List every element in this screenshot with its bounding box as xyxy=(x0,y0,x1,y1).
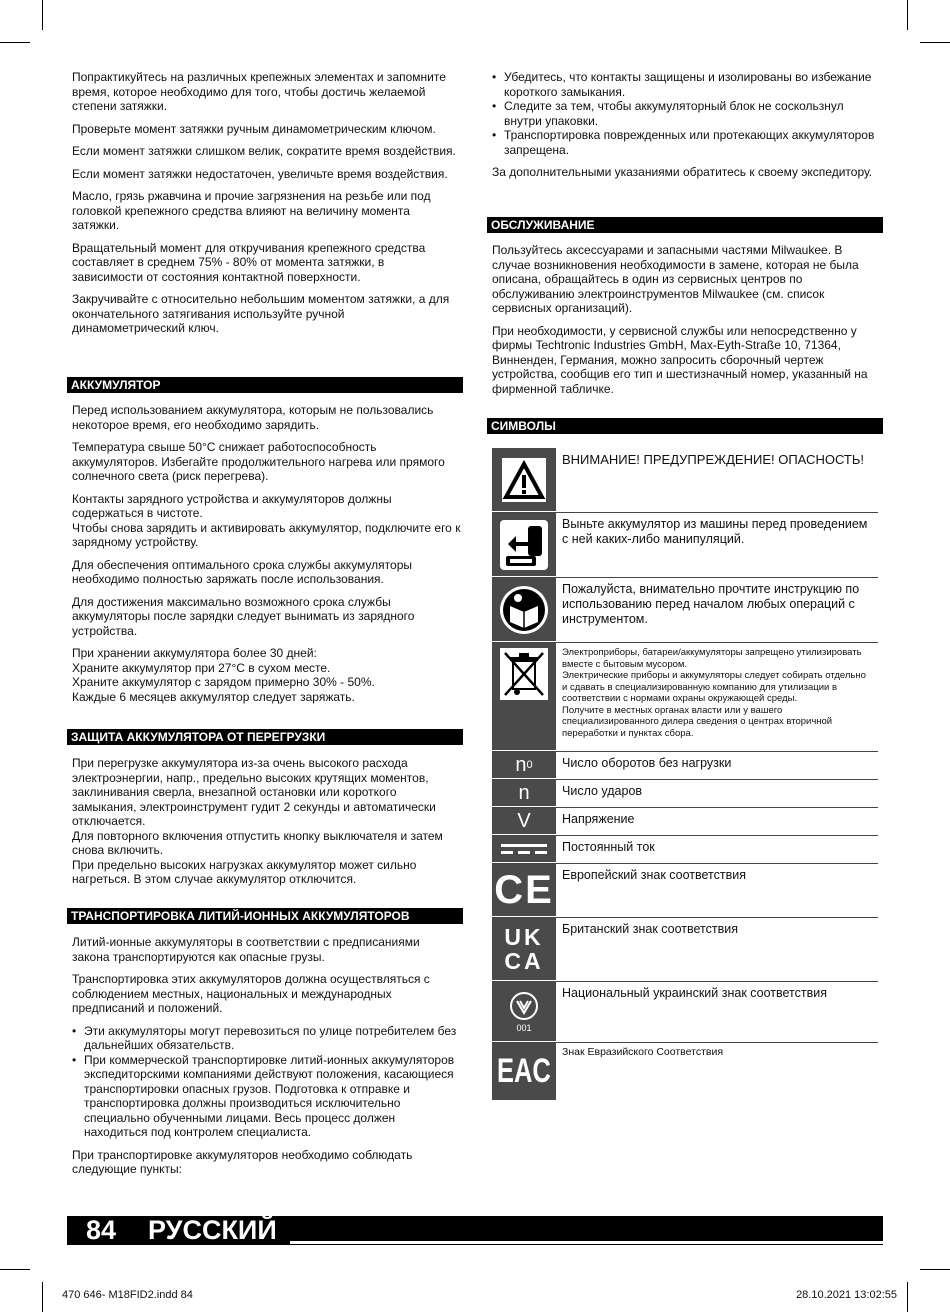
symbol-description: Число ударов xyxy=(562,784,643,798)
n0-symbol xyxy=(492,752,556,779)
crossed-bin-icon xyxy=(492,643,556,751)
paragraph: При хранении аккумулятора более 30 дней: Храните аккумулятор при 27°C в сухом месте. Храните аккумулятор с зарядом примерно 30% - 50%. Каждые 6 месяцев аккумулятор следует заряжать. xyxy=(72,646,375,704)
ukca-mark-icon xyxy=(492,918,556,981)
paragraph: Проверьте момент затяжки ручным динамометрическим ключом. xyxy=(72,121,436,136)
symbol-description: Постоянный ток xyxy=(562,840,655,854)
symbol-row xyxy=(492,578,878,643)
symbol-row xyxy=(492,448,878,513)
section-heading-symbols: СИМВОЛЫ xyxy=(487,418,883,434)
symbol-row xyxy=(492,752,878,780)
symbol-description: Напряжение xyxy=(562,812,635,826)
v-symbol xyxy=(492,808,556,835)
ua-mark-icon xyxy=(492,982,556,1042)
paragraph: За дополнительными указаниями обратитесь к своему экспедитору. xyxy=(492,165,873,179)
symbol-label: V xyxy=(517,809,531,832)
symbol-row xyxy=(492,918,878,982)
paragraph: Пользуйтесь аксессуарами и запасными частями Milwaukee. В случае возникновения необходимости в замене, которая не была описана, обращайтесь в один из сервисных центров по обслуживанию электроинструментов Milwaukee (см. список сервисных организаций). xyxy=(492,243,859,315)
symbol-row xyxy=(492,982,878,1043)
page-number: 84 xyxy=(86,1215,117,1245)
paragraph: Литий-ионные аккумуляторы в соответствии с предписаниями закона транспортируются как опасные грузы. xyxy=(72,935,420,964)
paragraph: Для обеспечения оптимального срока службы аккумуляторы необходимо полностью заряжать после использования. xyxy=(72,557,413,586)
transport-bullets xyxy=(492,70,878,188)
symbol-description: ВНИМАНИЕ! ПРЕДУПРЕЖДЕНИЕ! ОПАСНОСТЬ! xyxy=(562,452,864,467)
paragraph: Попрактикуйтесь на различных крепежных элементах и запомните время, которое необходимо для того, чтобы достичь желаемой степени затяжки. xyxy=(72,70,446,113)
file-info: 470 646- M18FID2.indd 84 xyxy=(62,1289,193,1301)
crop-mark xyxy=(920,42,950,43)
symbol-label: n xyxy=(518,781,530,804)
service-text xyxy=(492,243,882,404)
symbol-row xyxy=(492,836,878,864)
paragraph: При транспортировке аккумуляторов необходимо соблюдать следующие пункты: xyxy=(72,1147,413,1176)
symbol-description: Выньте аккумулятор из машины перед проведением с ней каких-либо манипуляций. xyxy=(562,517,868,546)
symbol-description: Национальный украинский знак соответствия xyxy=(562,986,828,1000)
paragraph: Для достижения максимально возможного срока службы аккумуляторы после зарядки следует вынимать из зарядного устройства. xyxy=(72,594,415,638)
list-item: • Убедитесь, что контакты защищены и изолированы во избежание короткого замыкания. xyxy=(492,70,878,99)
ce-mark-icon xyxy=(492,864,556,917)
symbol-description: Европейский знак соответствия xyxy=(562,868,747,882)
bullet-list xyxy=(72,1024,458,1140)
language-label: РУССКИЙ xyxy=(148,1215,277,1245)
section-heading-transport: ТРАНСПОРТИРОВКА ЛИТИЙ-ИОННЫХ АККУМУЛЯТОРОВ xyxy=(67,908,463,924)
list-item: • Следите за тем, чтобы аккумуляторный блок не соскользнул внутри упаковки. xyxy=(492,99,878,128)
crop-mark xyxy=(907,0,908,30)
eac-mark-icon xyxy=(492,1043,556,1101)
paragraph: При необходимости, у сервисной службы или непосредственно у фирмы Techtronic Industries GmbH, Max-Eyth-Straße 10, 71364, Винненден, Германия, можно запросить сборочный чертеж устройства, сообщив его тип и шестизначный номер, указанный на фирменной табличке. xyxy=(492,323,868,396)
read-manual-icon xyxy=(492,578,556,642)
paragraph: Масло, грязь ржавчина и прочие загрязнения на резьбе или под головкой крепежного средства влияют на величину момента затяжки. xyxy=(72,189,431,232)
symbol-row xyxy=(492,513,878,578)
battery-text xyxy=(72,403,464,712)
footer-divider xyxy=(290,1241,883,1244)
intro-text xyxy=(72,70,458,344)
symbols-table xyxy=(492,448,878,1101)
crop-mark xyxy=(42,1282,43,1312)
paragraph: Если момент затяжки слишком велик, сократите время воздействия. xyxy=(72,144,456,158)
paragraph: Транспортировка этих аккумуляторов должна осуществляться с соблюдением местных, национальных и международных предписаний и положений. xyxy=(72,972,430,1015)
list-item: • Эти аккумуляторы могут перевозиться по улице потребителем без дальнейших обязательств. xyxy=(72,1024,458,1053)
list-item: • Транспортировка поврежденных или протекающих аккумуляторов запрещена. xyxy=(492,128,878,157)
transport-text xyxy=(72,935,458,1185)
paragraph: Температура свыше 50°C снижает работоспособность аккумуляторов. Избегайте продолжительного нагрева или прямого солнечного света (риск перегрева). xyxy=(72,440,445,483)
paragraph: Закручивайте с относительно небольшим моментом затяжки, а для окончательного затягивания используйте ручной динамометрический ключ. xyxy=(72,292,450,335)
paragraph: Перед использованием аккумулятора, которым не пользовались некоторое время, его необходимо зарядить. xyxy=(72,403,434,432)
crop-mark xyxy=(907,1282,908,1312)
symbol-row xyxy=(492,808,878,836)
crop-mark xyxy=(920,1269,950,1270)
symbol-label: 001 xyxy=(516,1022,532,1033)
symbol-description: Британский знак соответствия xyxy=(562,922,738,936)
symbol-row xyxy=(492,780,878,808)
symbol-subscript: 0 xyxy=(526,759,533,771)
symbol-description: Электроприборы, батареи/аккумуляторы запрещено утилизировать вместе с бытовым мусором. Электрические приборы и аккумуляторы следует собирать отдельно и сдавать в специализированную компанию для утилизации в соответствии с нормами охраны окружающей среды. Получите в местных органах власти или у вашего специализированного дилера сведения о центрах вторичной переработки и пунктах сбора. xyxy=(562,647,866,739)
crop-mark xyxy=(42,0,43,30)
list-item: • При коммерческой транспортировке литий-ионных аккумуляторов экспедиторскими компаниями действуют положения, касающиеся транспортировки опасных грузов. Подготовка к отправке и транспортировка должны производиться исключительно специально обученными лицами. Весь процесс должен находиться под контролем специалиста. xyxy=(72,1053,458,1140)
overload-text xyxy=(72,756,458,895)
symbol-label: CE xyxy=(494,867,554,912)
symbol-description: Пожалуйста, внимательно прочтите инструкцию по использованию перед началом любых операций с инструментом. xyxy=(562,582,860,626)
symbol-label: UKCA xyxy=(504,924,544,974)
symbol-label: n xyxy=(515,753,527,776)
section-heading-service: ОБСЛУЖИВАНИЕ xyxy=(487,217,883,233)
warning-triangle-icon xyxy=(492,448,556,512)
section-heading-overload: ЗАЩИТА АККУМУЛЯТОРА ОТ ПЕРЕГРУЗКИ xyxy=(67,729,463,745)
print-date: 28.10.2021 13:02:55 xyxy=(796,1289,897,1301)
symbol-description: Число оборотов без нагрузки xyxy=(562,756,732,770)
n-symbol xyxy=(492,780,556,807)
bullet-list xyxy=(492,70,878,157)
paragraph: Если момент затяжки недостаточен, увеличьте время воздействия. xyxy=(72,166,448,181)
crop-mark xyxy=(0,1269,30,1270)
remove-battery-icon xyxy=(492,513,556,577)
section-heading-battery: АККУМУЛЯТОР xyxy=(67,377,463,393)
dc-icon xyxy=(492,836,556,863)
paragraph: При перегрузке аккумулятора из-за очень высокого расхода электроэнергии, напр., предельно высоких крутящих моментов, заклинивания сверла, внезапной остановки или короткого замыкания, электроинструмент гудит 2 секунды и автоматически отключается. Для повторного включения отпустить кнопку выключателя и затем снова включить. При предельно высоких нагрузках аккумулятор может сильно нагреться. В этом случае аккумулятор отключится. xyxy=(72,756,443,886)
symbol-row xyxy=(492,864,878,918)
paragraph: Вращательный момент для откручивания крепежного средства составляет в среднем 75% - 80% от момента затяжки, в зависимости от состояния контактной поверхности. xyxy=(72,240,426,284)
crop-mark xyxy=(0,42,30,43)
paragraph: Контакты зарядного устройства и аккумуляторов должны содержаться в чистоте. Чтобы снова зарядить и активировать аккумулятор, подключите его к зарядному устройству. xyxy=(72,491,461,549)
symbol-row xyxy=(492,1043,878,1101)
symbol-row xyxy=(492,643,878,752)
symbol-label: EAC xyxy=(497,1052,551,1090)
symbol-description: Знак Евразийского Соответствия xyxy=(562,1046,724,1058)
